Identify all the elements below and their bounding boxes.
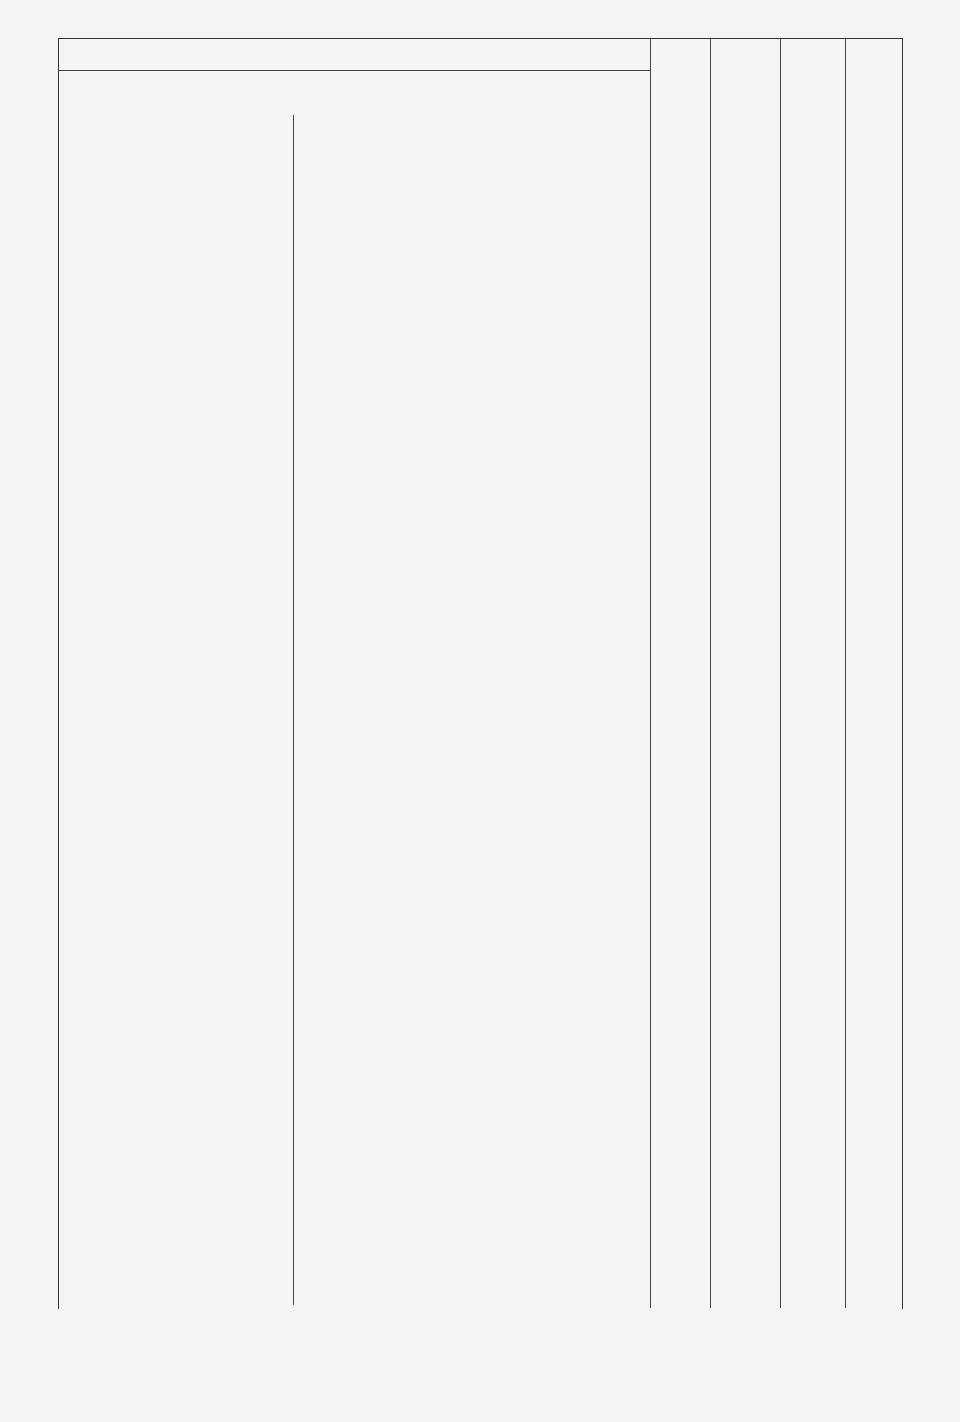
rule-renh-left bbox=[845, 38, 846, 1308]
rule-areal-left bbox=[650, 38, 651, 1308]
rule-tax-left bbox=[780, 38, 781, 1308]
footer-advert bbox=[117, 1318, 842, 1370]
page-frame bbox=[58, 38, 903, 1309]
rule-agare-left bbox=[293, 115, 294, 1305]
rule-brf-left bbox=[710, 38, 711, 1308]
header-rule bbox=[58, 70, 650, 71]
